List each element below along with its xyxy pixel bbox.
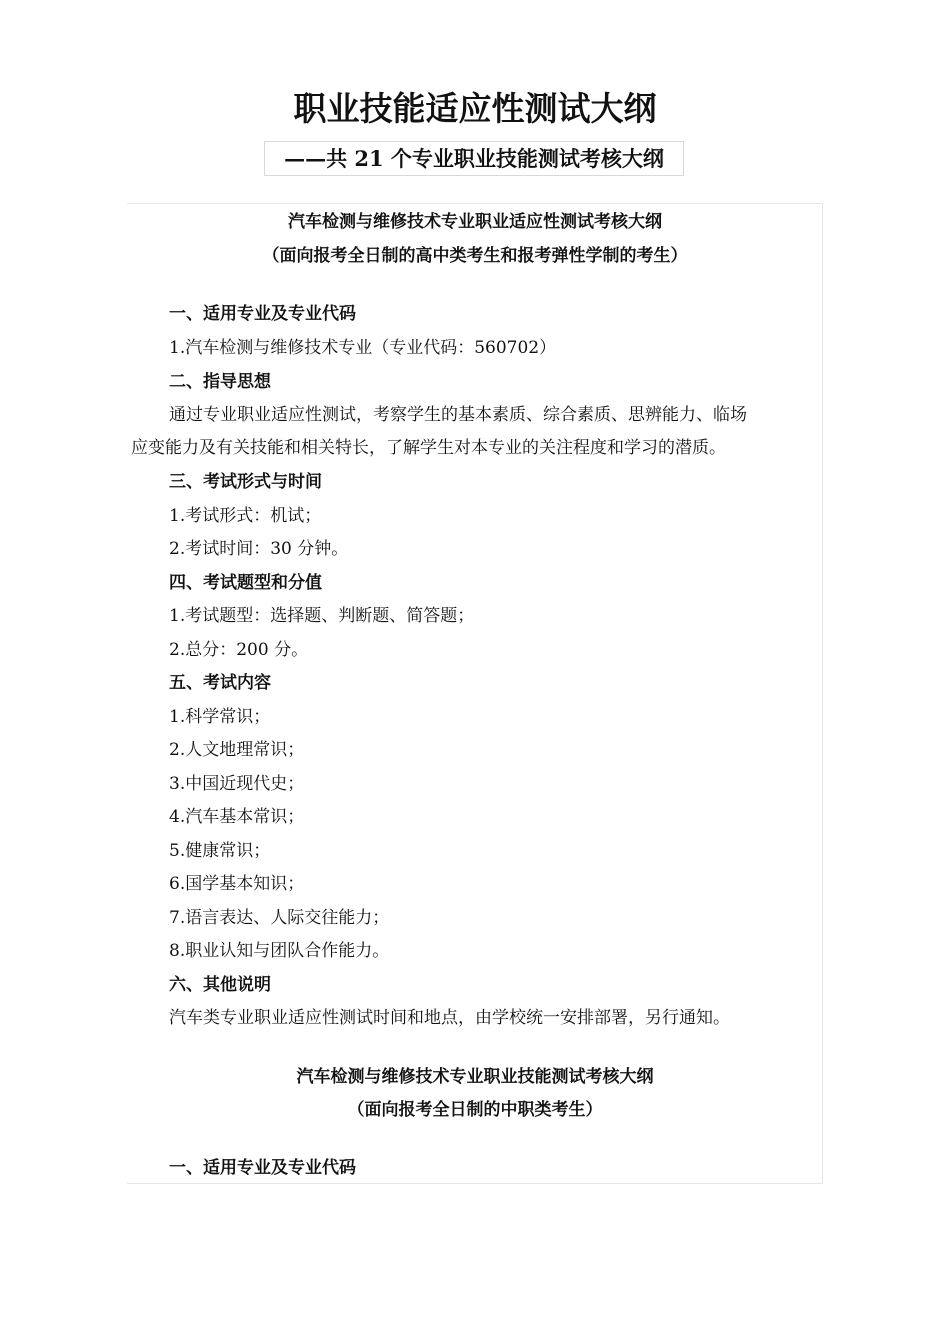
document-title: 职业技能适应性测试大纲 (293, 89, 657, 128)
list-item: 2.总分：200 分。 (169, 640, 309, 660)
list-item: 1.考试题型：选择题、判断题、简答题； (169, 606, 475, 626)
heading-exam-form: 三、考试形式与时间 (169, 472, 322, 492)
paragraph-line: 汽车类专业职业适应性测试时间和地点，由学校统一安排部署，另行通知。 (169, 1008, 730, 1028)
paragraph-line: 通过专业职业适应性测试，考察学生的基本素质、综合素质、思辨能力、临场 (169, 405, 747, 425)
section-audience: （面向报考全日制的高中类考生和报考弹性学制的考生） (262, 246, 688, 266)
heading-question-types: 四、考试题型和分值 (169, 573, 322, 593)
section-audience: （面向报考全日制的中职类考生） (347, 1100, 603, 1120)
list-item: 5.健康常识； (169, 841, 271, 861)
heading-other-notes: 六、其他说明 (169, 975, 271, 995)
document-subtitle: ——共 21 个专业职业技能测试考核大纲 (264, 141, 684, 176)
list-item: 1.考试形式：机试； (169, 506, 322, 526)
list-item: 1.汽车检测与维修技术专业（专业代码：560702） (169, 338, 557, 358)
list-item: 7.语言表达、人际交往能力； (169, 908, 390, 928)
heading-exam-content: 五、考试内容 (169, 673, 271, 693)
list-item: 2.考试时间：30 分钟。 (169, 539, 349, 559)
heading-applicable-major: 一、适用专业及专业代码 (169, 304, 356, 324)
list-item: 3.中国近现代史； (169, 774, 305, 794)
section-title: 汽车检测与维修技术专业职业适应性测试考核大纲 (288, 212, 662, 232)
heading-guiding-idea: 二、指导思想 (169, 372, 271, 392)
paragraph-line: 应变能力及有关技能和相关特长，了解学生对本专业的关注程度和学习的潜质。 (131, 438, 726, 458)
section-title: 汽车检测与维修技术专业职业技能测试考核大纲 (296, 1067, 654, 1087)
list-item: 1.科学常识； (169, 707, 271, 727)
heading-applicable-major: 一、适用专业及专业代码 (169, 1158, 356, 1178)
list-item: 8.职业认知与团队合作能力。 (169, 941, 390, 961)
list-item: 4.汽车基本常识； (169, 807, 305, 827)
list-item: 6.国学基本知识； (169, 874, 305, 894)
list-item: 2.人文地理常识； (169, 740, 305, 760)
